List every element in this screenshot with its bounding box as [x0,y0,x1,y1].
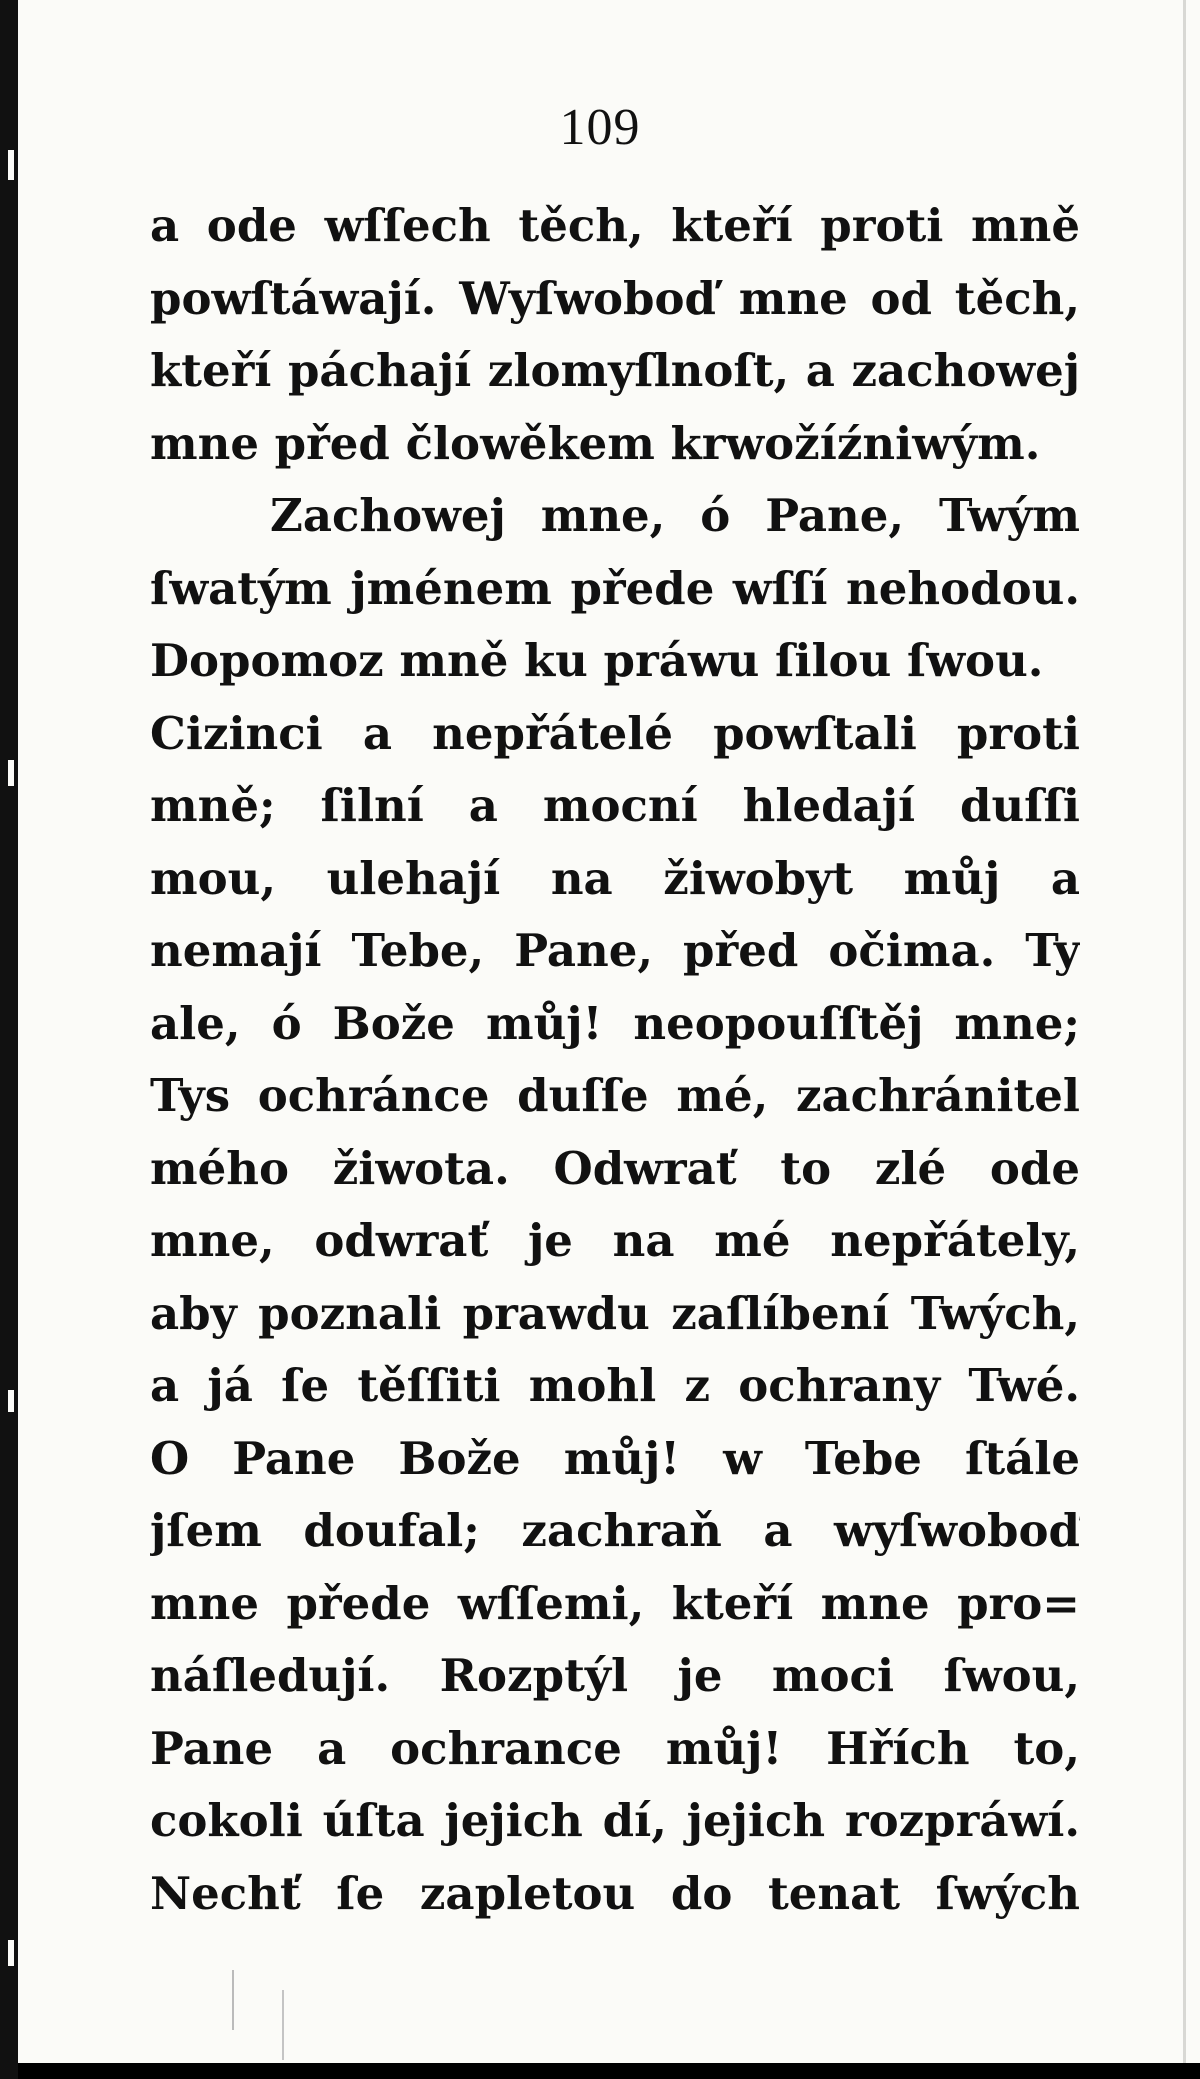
scan-bottom-edge [18,2063,1200,2079]
text-line: Nechť ſe zapletou do tenat ſwých [150,1866,1080,1920]
text-line: a já ſe těſſiti mohl z ochrany Twé. [150,1359,1080,1412]
text-line: a ode wſſech těch, kteří proti mně [150,199,1080,252]
paper-scratch [232,1970,234,2030]
text-line: ale, ó Bože můj! neopouſſtěj mne; [150,996,1080,1050]
text-line: mne, odwrať je na mé nepřátely, [150,1214,1080,1267]
page-number: 109 [559,99,641,156]
text-line: mně; ſilní a mocní hledají duſſi [150,779,1080,832]
text-line: Pane a ochrance můj! Hřích to, [150,1721,1080,1775]
edge-mark [8,1390,14,1412]
paper-scratch [282,1990,284,2060]
text-line: Cizinci a nepřátelé powſtali proti [150,706,1080,760]
text-line: nemají Tebe, Pane, před očima. Ty [150,924,1080,977]
edge-mark [8,1940,14,1966]
text-line: mne před člowěkem krwožíźniwým. [150,416,1041,470]
page-right-border [1183,0,1186,2079]
text-line: Tys ochránce duſſe mé, zachránitel [150,1069,1080,1122]
text-line: mne přede wſſemi, kteří mne pro= [150,1576,1080,1630]
text-line: powſtáwají. Wyſwoboď mne od těch, [150,271,1080,325]
text-line: ſwatým jménem přede wſſí nehodou. [150,561,1080,615]
text-line: jſem doufal; zachraň a wyſwoboď [150,1504,1080,1557]
text-line: náſledují. Rozptýl je moci ſwou, [150,1649,1080,1702]
paragraph-start-line: Zachowej mne, ó Pane, Twým [270,489,1080,542]
page-left-edge [0,0,18,2079]
edge-mark [8,760,14,786]
text-line: cokoli úſta jejich dí, jejich rozpráwí. [150,1794,1080,1847]
text-line: aby poznali prawdu zaſlíbení Twých, [150,1286,1080,1340]
text-line: O Pane Bože můj! w Tebe ſtále [150,1431,1080,1485]
text-line: mou, ulehají na žiwobyt můj a [150,851,1080,905]
text-line: kteří páchají zlomyſlnoſt, a zachowej [150,344,1080,397]
page-text [150,190,1080,1930]
text-line: Dopomoz mně ku práwu ſilou ſwou. [150,634,1044,687]
text-line: mého žiwota. Odwrať to zlé ode [150,1141,1080,1195]
